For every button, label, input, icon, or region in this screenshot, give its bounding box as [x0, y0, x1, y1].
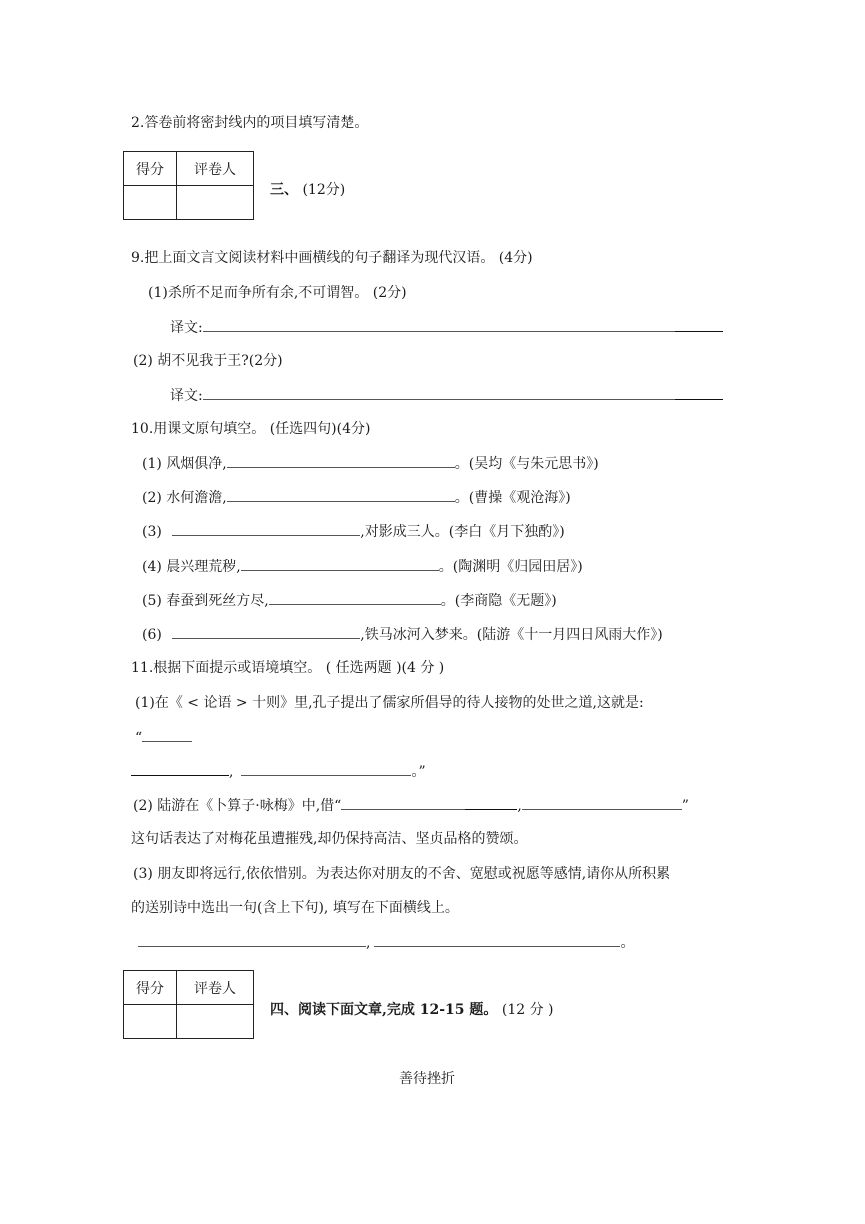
instruction-note: 2.答卷前将密封线内的项目填写清楚。 [131, 115, 369, 131]
section-points: (12 分 ) [501, 1002, 554, 1018]
comma: , [366, 935, 371, 951]
fill-blank[interactable] [269, 590, 441, 605]
section-points: (12分) [302, 182, 346, 198]
item-suffix: 。(曹操《观沧海》) [454, 490, 571, 506]
answer-label: 译文: [170, 388, 203, 404]
answer-blank[interactable] [203, 317, 675, 332]
question-10-stem: 10.用课文原句填空。 (任选四句)(4分) [131, 421, 371, 437]
item-number: (6) [142, 627, 162, 643]
fill-blank[interactable] [227, 453, 455, 468]
grader-cell [177, 186, 254, 220]
fill-item [142, 624, 663, 645]
item-number: (3) [142, 524, 162, 540]
fill-blank[interactable] [341, 795, 465, 810]
fill-blank-tail[interactable] [465, 795, 517, 810]
grader-header: 评卷人 [177, 971, 254, 1005]
section-title: 四、阅读下面文章,完成 12-15 题。 [270, 1002, 498, 1018]
score-cell [124, 186, 177, 220]
item-suffix: 。(李商隐《无题》) [440, 593, 557, 609]
article-title: 善待挫折 [399, 1071, 455, 1087]
item-suffix: 。(陶渊明《归园田居》) [438, 559, 583, 575]
question-11-part-3-cont: 的送别诗中选出一句(含上下句), 填写在下面横线上。 [131, 900, 459, 916]
comma: , [229, 764, 234, 780]
question-11-part-1: (1)在《 < 论语 > 十则》里,孔子提出了儒家所倡导的待人接物的处世之道,这就是: [135, 695, 644, 711]
open-quote-line [135, 727, 192, 748]
question-9-stem: 9.把上面文言文阅读材料中画横线的句子翻译为现代汉语。 (4分) [131, 250, 533, 266]
score-header: 得分 [124, 152, 177, 186]
fill-item [142, 453, 599, 474]
fill-blank[interactable] [241, 761, 411, 776]
question-9-sentence-2: (2) 胡不见我于王?(2分) [133, 353, 283, 369]
section-four-heading [270, 1000, 554, 1020]
answer-line-2 [170, 385, 723, 406]
question-11-part-2 [133, 795, 689, 816]
section-title: 三、 [270, 182, 298, 198]
item-prefix: 春蚕到死丝方尽, [166, 593, 269, 609]
fill-item [142, 556, 583, 577]
close-quote: ” [681, 798, 689, 814]
period: 。 [620, 935, 635, 951]
fill-blank[interactable] [522, 795, 682, 810]
close-quote: 。” [411, 764, 426, 780]
score-cell [124, 1005, 177, 1039]
answer-blank[interactable] [203, 385, 675, 400]
fill-item [142, 590, 557, 611]
item-number: (5) [142, 593, 162, 609]
question-11-stem: 11.根据下面提示或语境填空。 ( 任选两题 )(4 分 ) [131, 660, 445, 676]
item-number: (2) [142, 490, 162, 506]
part-2-text: (2) 陆游在《卜算子·咏梅》中,借“ [133, 798, 342, 814]
fill-item [142, 487, 571, 508]
item-suffix: 。(吴均《与朱元思书》) [454, 456, 599, 472]
question-11-part-2-cont: 这句话表达了对梅花虽遭摧残,却仍保持高洁、坚贞品格的赞颂。 [131, 831, 528, 847]
score-box [123, 151, 254, 220]
fill-blank[interactable] [227, 487, 455, 502]
answer-blank-tail[interactable] [675, 317, 723, 332]
grader-header: 评卷人 [177, 152, 254, 186]
answer-blank-tail[interactable] [675, 385, 723, 400]
item-suffix: ,铁马冰河入梦来。(陆游《十一月四日风雨大作》) [360, 627, 663, 643]
fill-blank[interactable] [172, 521, 360, 536]
score-box [123, 970, 254, 1039]
answer-line-4 [138, 932, 634, 953]
item-prefix: 水何澹澹, [166, 490, 227, 506]
grader-cell [177, 1005, 254, 1039]
fill-blank[interactable] [374, 932, 620, 947]
answer-label: 译文: [170, 320, 203, 336]
question-9-sentence-1: (1)杀所不足而争所有余,不可谓智。 (2分) [148, 285, 407, 301]
item-number: (1) [142, 456, 162, 472]
item-prefix: 晨兴理荒秽, [166, 559, 241, 575]
fill-blank[interactable] [172, 624, 360, 639]
answer-line-1 [170, 317, 723, 338]
item-prefix: 风烟俱净, [166, 456, 227, 472]
fill-blank[interactable] [241, 556, 439, 571]
comma: , [517, 798, 522, 814]
score-header: 得分 [124, 971, 177, 1005]
item-suffix: ,对影成三人。(李白《月下独酌》) [360, 524, 565, 540]
item-number: (4) [142, 559, 162, 575]
question-11-part-3: (3) 朋友即将远行,依依惜别。为表达你对朋友的不舍、宽慰或祝愿等感情,请你从所积累 [133, 866, 671, 882]
open-quote: “ [135, 730, 143, 746]
section-three-heading [270, 180, 345, 200]
fill-blank[interactable] [131, 761, 229, 776]
fill-blank[interactable] [138, 932, 366, 947]
answer-line-3 [131, 761, 426, 782]
fill-item [142, 521, 565, 542]
fill-blank[interactable] [142, 727, 192, 742]
